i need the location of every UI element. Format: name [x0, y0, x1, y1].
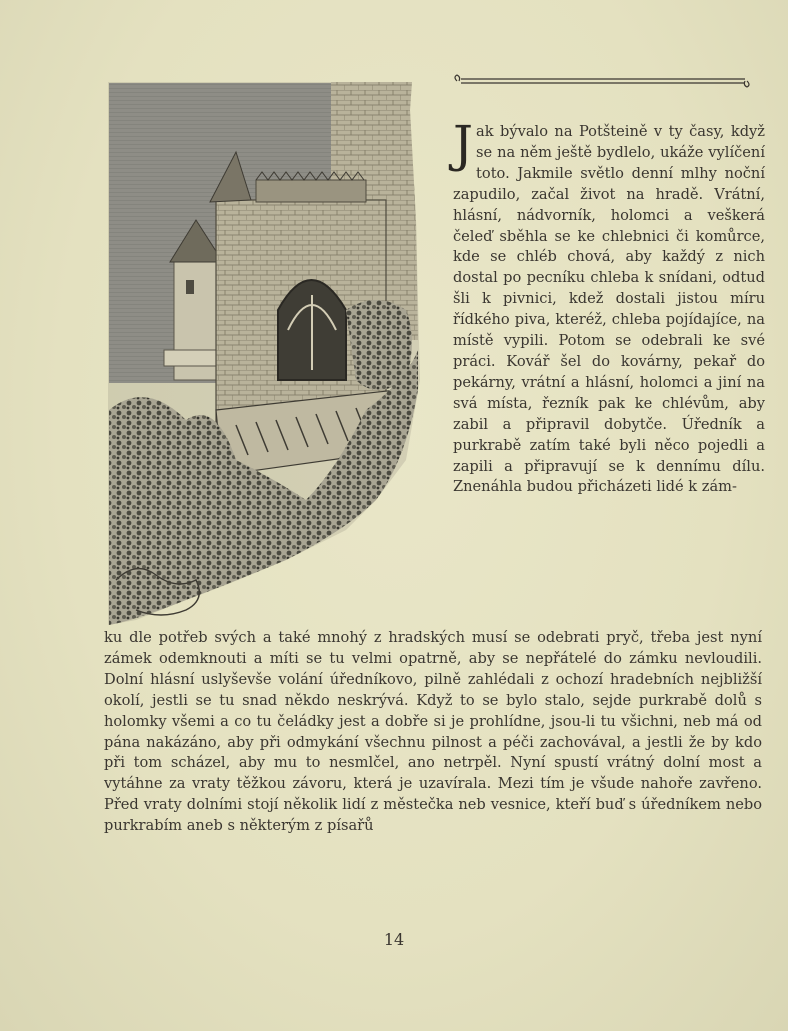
page-number: 14: [383, 930, 405, 949]
column-text: ak bývalo na Potšteině v ty časy, když se na něm ještě bydlelo, ukáže vylíčení toto. Jakmile světlo denní mlhy noční zapudilo, začal život na hradě. Vrátní, hlásní, nádvorník, holomci a veškerá čeleď sběhla se ke chlebnici či komůrce, kde se chléb chová, aby každý z nich dostal po pecníku chleba k snídani, odtud šli k pivnici, kdež dostali jistou míru řídkého piva, kteréž, chleba pojídajíce, na místě vypili. Potom se odebrali ke své práci. Kovář šel do kovárny, pekař do pekárny, vrátní a hlásní, holomci a jiní na svá místa, řezník pak ke chlévům, aby zabil a připravil dobytče. Úředník a purkrabě zatím také byli něco pojedli a zapili a připravují se k dennímu dílu. Znenáhla budou přicházeti lidé k zám-: [453, 123, 765, 496]
drop-cap-letter: J: [453, 115, 474, 173]
full-width-paragraph: ku dle potřeb svých a také mnohý z hradských musí se odebrati pryč, třeba jest nyní zámek odemknouti a míti se tu velmi opatrně, aby se nepřátelé do zámku nevloudili. Dolní hlásní uslyševše volání úředníkovo, pilně zahlédali z ochozí hradebních nejbližší okolí, jestli se tu snad někdo neskrývá. Když to se bylo stalo, sejde purkrabě dolů s holomky všemi a co tu čeládky jest a dobře si je prohlídne, jsou-li tu všichni, neb má od pána nakázáno, aby při odmykání všechnu pilnost a péči zachovával, a jestli že by kdo při tom scházel, aby mu to nesmlčel, ano netrpěl. Nyní spustí vrátný dolní most a vytáhne za vraty těžkou závoru, která je uzavírala. Mezi tím je všude nahoře zavřeno. Před vraty dolními stojí několik lidí z městečka neb vesnice, kteří buď s úředníkem nebo purkrabím aneb s některým z písařů: [104, 629, 762, 835]
castle-tower-illustration: [106, 80, 424, 628]
decorative-rule-ornament: [453, 74, 753, 88]
column-paragraph: [453, 115, 765, 498]
